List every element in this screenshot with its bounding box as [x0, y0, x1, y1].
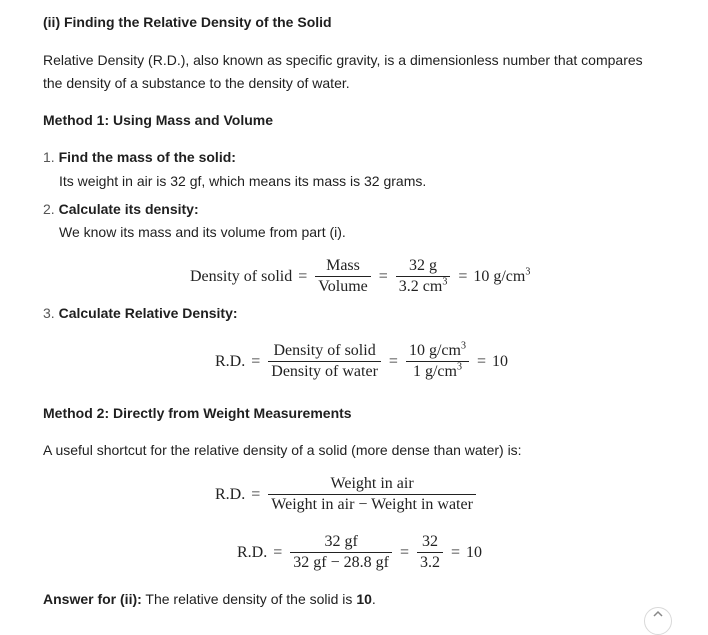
- density-solid-numerator: Density of solid: [268, 341, 381, 362]
- density-values-denominator: 1 $g/cm^3$: [412, 361, 462, 380]
- shortcut-formula: R.D. = $\frac{\text{Weight in air}}{\text{Weight in air − Weight in water}}$: [215, 474, 478, 515]
- section-heading: (ii) Finding the Relative Density of the Solid: [43, 14, 332, 30]
- answer-text: The relative density of the solid is: [141, 591, 357, 607]
- method-1-title: Method 1: Using Mass and Volume: [43, 112, 273, 128]
- rd-lhs: R.D.: [215, 352, 246, 370]
- simplified-numerator: 32: [417, 532, 443, 553]
- rd-equation: R.D. = $\frac{\text{Density of solid}}{\text{Density of water}}$ = $\frac{10 g/cm^3}{1 g/cm^3}$ = 10: [215, 340, 508, 380]
- step-3-number: 3.: [43, 305, 55, 321]
- value-numerator: 32 g: [396, 256, 451, 277]
- answer-line: [43, 589, 376, 609]
- weight-numerator: Weight in air: [268, 474, 476, 495]
- density-lhs: Density of solid: [190, 267, 293, 285]
- density-ratio-fraction: [268, 341, 381, 382]
- answer-label: Answer for (ii):: [43, 591, 142, 607]
- calc-result: 10: [466, 543, 483, 561]
- value-denominator: 3.2 $cm^3$: [398, 276, 448, 295]
- scroll-to-bottom-button[interactable]: [644, 607, 672, 635]
- weight-fraction: [268, 474, 476, 515]
- step-3-title: Calculate Relative Density:: [58, 305, 238, 321]
- answer-value: 10: [356, 591, 372, 607]
- density-equation: Density of solid = $\frac{\text{Mass}}{\text{Volume}}$ = $\frac{32 g}{3.2 cm^3}$ = 10 $g/cm^3$: [190, 257, 531, 295]
- answer-end: .: [371, 591, 376, 607]
- shortcut-calculation: R.D. = $\frac{32 gf}{32 gf - 28.8 gf}$ = $\frac{32}{3.2}$ = 10: [237, 533, 483, 571]
- gf-denominator: 32 gf − 28.8 gf: [293, 554, 389, 571]
- density-result: 10 $g/cm^3$: [473, 266, 531, 285]
- step-2: [43, 199, 199, 219]
- mass-numerator: Mass: [315, 256, 370, 277]
- volume-denominator: Volume: [318, 278, 368, 295]
- step-1-text: Its weight in air is 32 gf, which means its mass is 32 grams.: [59, 173, 427, 189]
- method-2-title: Method 2: Directly from Weight Measurements: [43, 405, 352, 421]
- intro-line-1: Relative Density (R.D.), also known as specific gravity, is a dimensionless number that compares: [43, 52, 643, 68]
- density-values-numerator: 10 $g/cm^3$: [406, 341, 469, 362]
- step-3: [43, 303, 238, 323]
- rd-result: 10: [491, 352, 508, 370]
- step-2-title: Calculate its density:: [58, 201, 199, 217]
- density-values-fraction: [406, 341, 469, 382]
- scroll-to-bottom-icon: [645, 608, 671, 634]
- step-1: [43, 147, 236, 167]
- step-2-number: 2.: [43, 201, 55, 217]
- value-fraction: [396, 256, 451, 297]
- formula-lhs: R.D.: [215, 485, 246, 503]
- density-water-denominator: Density of water: [271, 363, 378, 380]
- step-1-title: Find the mass of the solid:: [58, 149, 236, 165]
- calc-lhs: R.D.: [237, 543, 268, 561]
- weight-denominator: Weight in air − Weight in water: [271, 496, 473, 513]
- method-2-text: A useful shortcut for the relative density of a solid (more dense than water) is:: [43, 442, 522, 458]
- gf-numerator: 32 gf: [290, 532, 392, 553]
- simplified-denominator: 3.2: [419, 554, 440, 571]
- gf-fraction: [290, 532, 392, 573]
- step-1-number: 1.: [43, 149, 55, 165]
- step-2-text: We know its mass and its volume from part (i).: [59, 224, 346, 240]
- mass-volume-fraction: [315, 256, 370, 297]
- simplified-fraction: [417, 532, 443, 573]
- intro-line-2: the density of a substance to the density of water.: [43, 75, 350, 91]
